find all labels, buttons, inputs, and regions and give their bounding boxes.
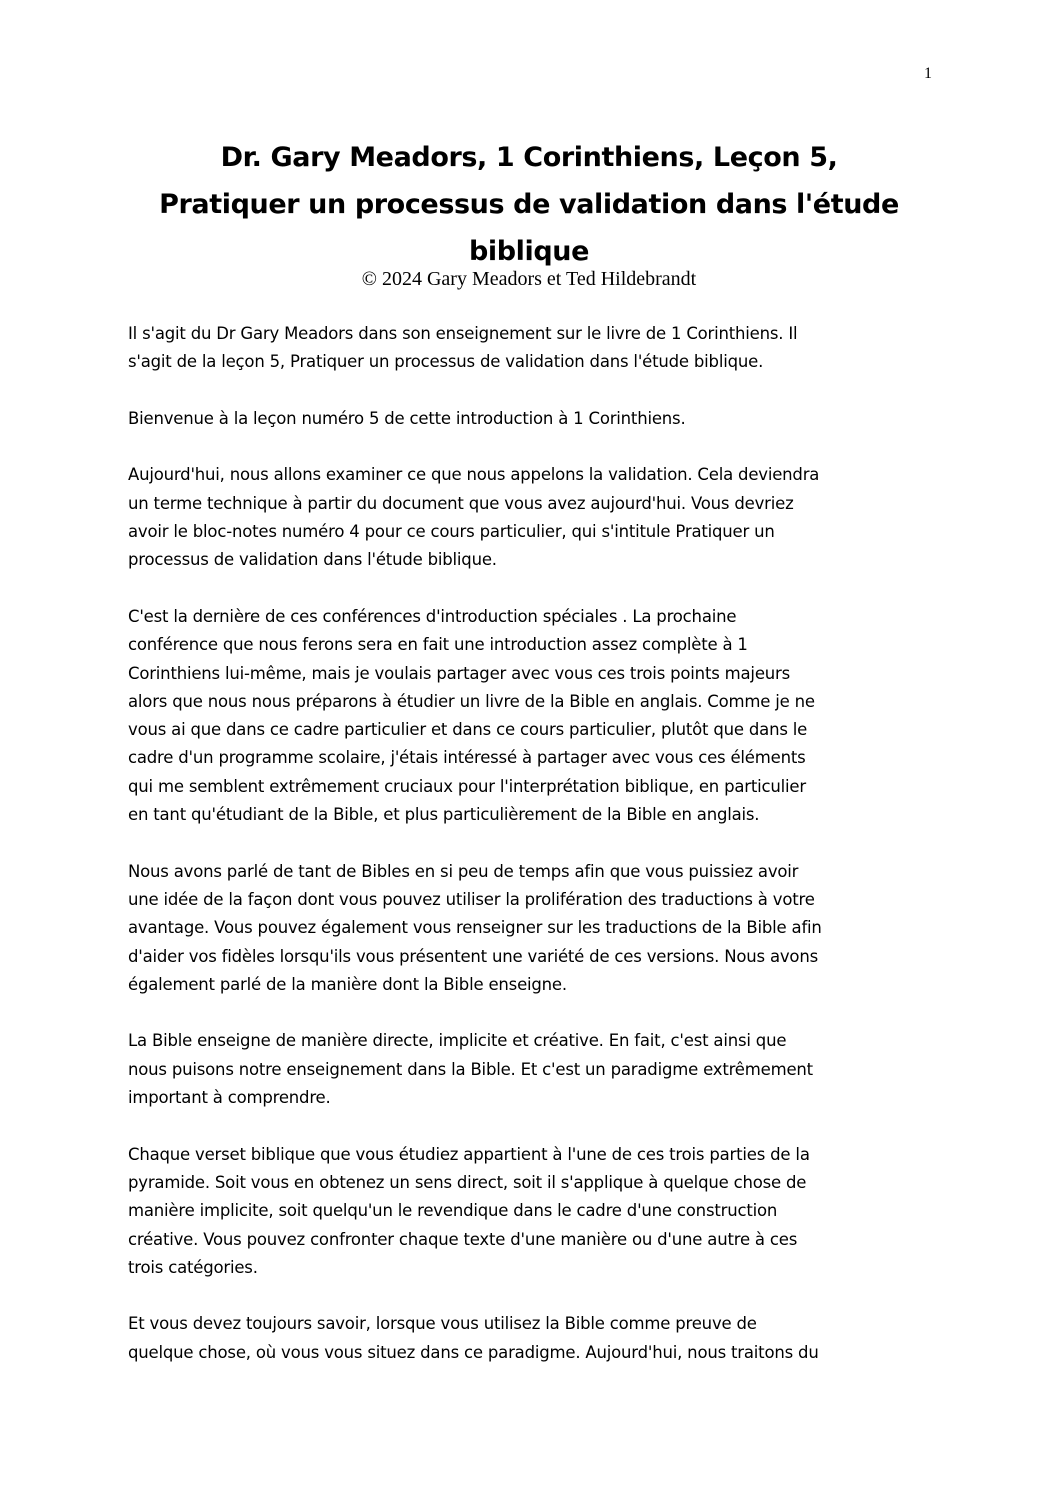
text-line: C'est la dernière de ces conférences d'introduction spéciales . La prochaine [128,606,737,626]
paragraph [128,1027,938,1112]
text-line: une idée de la façon dont vous pouvez utiliser la prolifération des traductions à votre [128,889,815,909]
text-line: qui me semblent extrêmement cruciaux pour l'interprétation biblique, en particulier [128,776,806,796]
paragraph [128,405,938,433]
title-line: Dr. Gary Meadors, 1 Corinthiens, Leçon 5, [220,142,838,173]
document-body [128,320,938,1395]
text-line: important à comprendre. [128,1088,331,1108]
text-line: avoir le bloc-notes numéro 4 pour ce cours particulier, qui s'intitule Pratiquer un [128,522,775,542]
text-line: manière implicite, soit quelqu'un le revendique dans le cadre d'une construction [128,1201,778,1221]
text-line: trois catégories. [128,1257,258,1277]
title-line: biblique [468,236,590,267]
text-line: Bienvenue à la leçon numéro 5 de cette introduction à 1 Corinthiens. [128,408,686,428]
text-line: en tant qu'étudiant de la Bible, et plus particulièrement de la Bible en anglais. [128,805,760,825]
text-line: également parlé de la manière dont la Bible enseigne. [128,974,567,994]
text-line: La Bible enseigne de manière directe, implicite et créative. En fait, c'est ainsi que [128,1031,787,1051]
paragraph [128,461,938,574]
copyright-notice: © 2024 Gary Meadors et Ted Hildebrandt [361,268,697,290]
text-line: processus de validation dans l'étude biblique. [128,550,497,570]
text-line: Corinthiens lui-même, mais je voulais partager avec vous ces trois points majeurs [128,663,791,683]
paragraph [128,1310,938,1367]
title-line: Pratiquer un processus de validation dans l'étude [159,189,899,220]
text-line: pyramide. Soit vous en obtenez un sens direct, soit il s'applique à quelque chose de [128,1172,807,1192]
text-line: s'agit de la leçon 5, Pratiquer un processus de validation dans l'étude biblique. [128,352,764,372]
page-number: 1 [924,65,932,82]
text-line: avantage. Vous pouvez également vous renseigner sur les traductions de la Bible afin [128,918,822,938]
text-line: Nous avons parlé de tant de Bibles en si peu de temps afin que vous puissiez avoir [128,861,799,881]
text-line: vous ai que dans ce cadre particulier et dans ce cours particulier, plutôt que dans le [128,720,808,740]
text-line: cadre d'un programme scolaire, j'étais intéressé à partager avec vous ces éléments [128,748,806,768]
document-title [100,134,958,275]
text-line: Et vous devez toujours savoir, lorsque vous utilisez la Bible comme preuve de [128,1314,757,1334]
paragraph [128,603,938,829]
text-line: Aujourd'hui, nous allons examiner ce que nous appelons la validation. Cela deviendra [128,465,820,485]
text-line: Chaque verset biblique que vous étudiez appartient à l'une de ces trois parties de la [128,1144,810,1164]
text-line: nous puisons notre enseignement dans la Bible. Et c'est un paradigme extrêmement [128,1059,813,1079]
text-line: conférence que nous ferons sera en fait une introduction assez complète à 1 [128,635,748,655]
text-line: créative. Vous pouvez confronter chaque texte d'une manière ou d'une autre à ces [128,1229,798,1249]
text-line: un terme technique à partir du document que vous avez aujourd'hui. Vous devriez [128,493,794,513]
paragraph [128,1141,938,1282]
text-line: quelque chose, où vous vous situez dans ce paradigme. Aujourd'hui, nous traitons du [128,1342,819,1362]
text-line: alors que nous nous préparons à étudier un livre de la Bible en anglais. Comme je ne [128,691,815,711]
paragraph [128,858,938,999]
text-line: d'aider vos fidèles lorsqu'ils vous présentent une variété de ces versions. Nous avons [128,946,818,966]
paragraph [128,320,938,377]
text-line: Il s'agit du Dr Gary Meadors dans son enseignement sur le livre de 1 Corinthiens. Il [128,324,798,343]
